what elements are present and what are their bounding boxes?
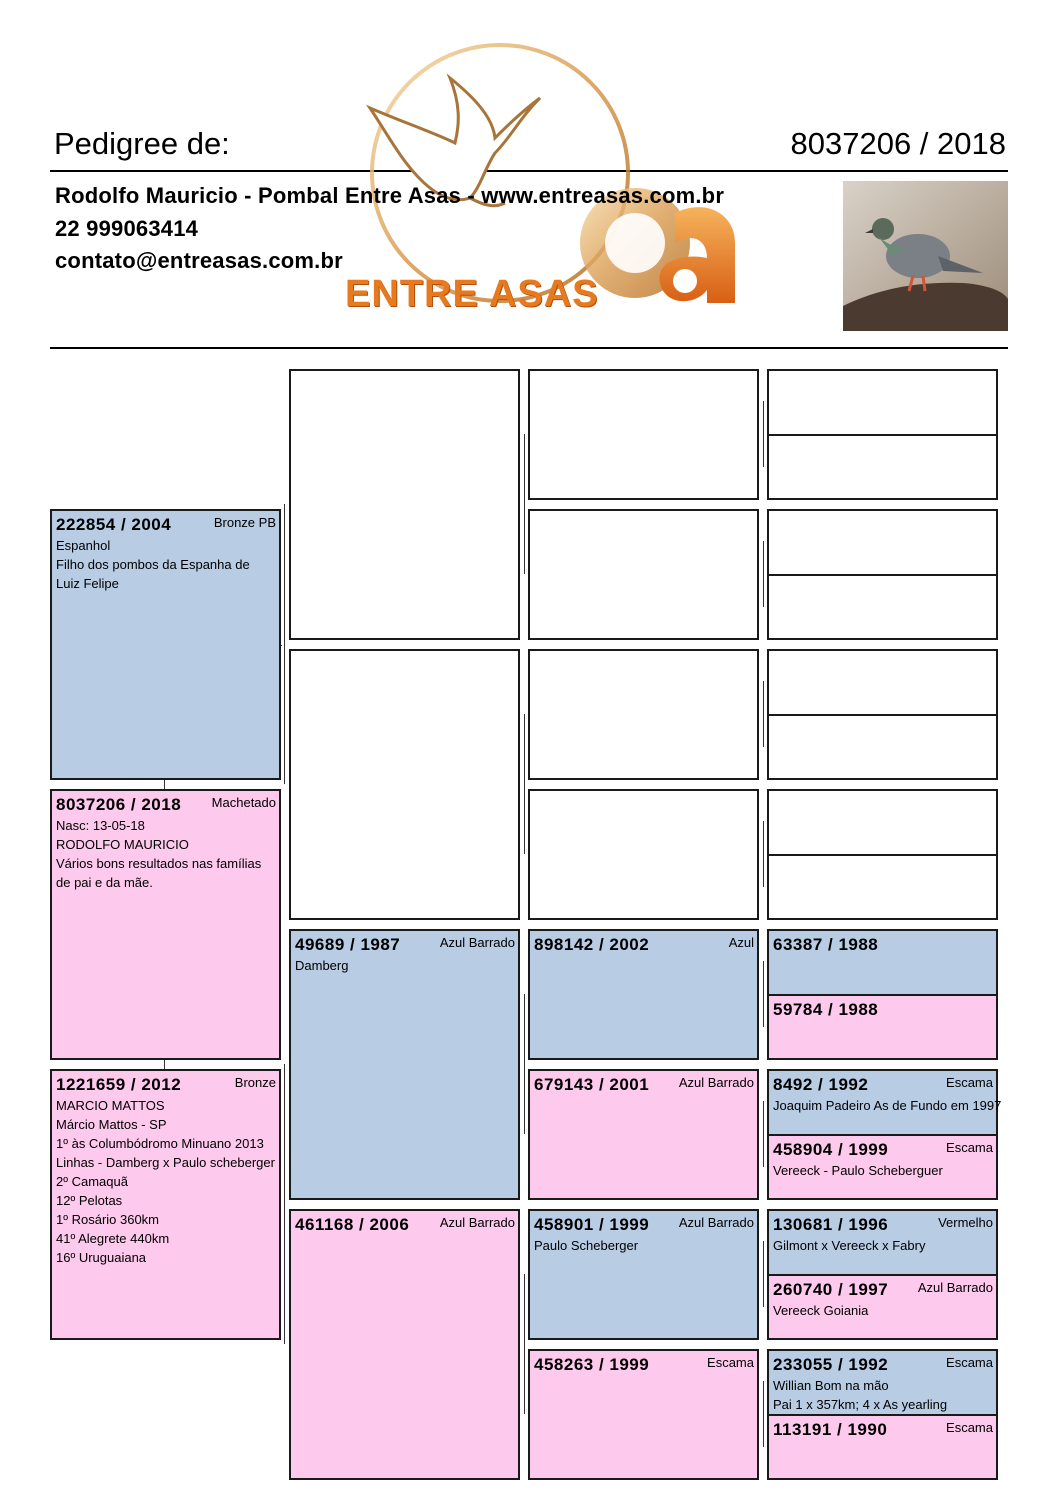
dam-dam-color: Azul Barrado <box>439 1215 515 1230</box>
dam-notes <box>56 1096 275 1267</box>
sire-box <box>50 509 281 780</box>
gen4-color: Escama <box>946 1420 993 1435</box>
sire-dam-box-empty <box>289 649 520 920</box>
owner-email: contato@entreasas.com.br <box>55 248 343 273</box>
connector <box>763 1241 764 1307</box>
dam-note: 1º às Columbódromo Minuano 2013 <box>56 1136 264 1151</box>
gen4-box <box>767 994 998 1060</box>
dam-note: Márcio Mattos - SP <box>56 1117 167 1132</box>
subject-box <box>50 789 281 1060</box>
pedigree-ring-number: 8037206 / 2018 <box>790 126 1006 161</box>
connector <box>763 821 764 887</box>
gen4-ring: 59784 / 1988 <box>773 1000 879 1019</box>
dam-sire-sire-ring: 898142 / 2002 <box>534 935 650 954</box>
gen4-note: Willian Bom na mão <box>773 1378 889 1393</box>
header-bottom-divider <box>50 347 1008 349</box>
gen4-note: Joaquim Padeiro As de Fundo em 1997 <box>773 1098 1002 1113</box>
dam-dam-sire-note: Paulo Scheberger <box>534 1238 639 1253</box>
gen3-box-empty <box>528 789 759 920</box>
dam-sire-color: Azul Barrado <box>439 935 515 950</box>
gen4-box <box>767 1069 1002 1136</box>
dam-dam-dam-color: Escama <box>707 1355 754 1370</box>
gen4-ring: 233055 / 1992 <box>773 1355 889 1374</box>
gen4-box <box>767 1349 998 1416</box>
gen4-color: Escama <box>946 1140 993 1155</box>
connector <box>284 1064 285 1344</box>
connector <box>284 504 285 784</box>
connector <box>524 434 525 574</box>
dam-dam-box <box>289 1209 520 1480</box>
connector <box>524 994 525 1134</box>
gen4-color: Azul Barrado <box>917 1280 993 1295</box>
gen4-ring: 113191 / 1990 <box>773 1420 888 1439</box>
connector <box>763 961 764 1027</box>
subject-note: Nasc: 13-05-18 <box>56 818 145 833</box>
connector <box>524 714 525 854</box>
sire-ring: 222854 / 2004 <box>56 515 172 534</box>
sire-note: Luiz Felipe <box>56 576 119 591</box>
gen4-pair-empty <box>767 789 998 920</box>
entre-asas-logo <box>345 38 745 323</box>
dam-dam-sire-notes <box>534 1236 638 1255</box>
sire-note: Filho dos pombos da Espanha de <box>56 557 250 572</box>
gen4-note: Gilmont x Vereeck x Fabry <box>773 1238 926 1253</box>
gen4-notes <box>773 1236 925 1255</box>
gen4-ring: 130681 / 1996 <box>773 1215 889 1234</box>
gen4-notes <box>773 1301 868 1320</box>
dam-note: 1º Rosário 360km <box>56 1212 160 1227</box>
connector <box>763 1381 764 1447</box>
dam-sire-box <box>289 929 520 1200</box>
dam-sire-notes <box>295 956 348 975</box>
gen4-box <box>767 929 998 996</box>
gen4-note: Vereeck Goiania <box>773 1303 869 1318</box>
dam-sire-sire-color: Azul <box>728 935 754 950</box>
connector <box>524 1274 525 1414</box>
connector <box>164 1060 165 1069</box>
gen4-box <box>767 1274 998 1340</box>
owner-line: Rodolfo Mauricio - Pombal Entre Asas - www.entreasas.com.br <box>55 183 725 208</box>
gen3-box-empty <box>528 649 759 780</box>
dam-color: Bronze <box>234 1075 276 1090</box>
dam-ring: 1221659 / 2012 <box>56 1075 182 1094</box>
dam-sire-note: Damberg <box>295 958 349 973</box>
gen4-ring: 458904 / 1999 <box>773 1140 889 1159</box>
dam-dam-sire-ring: 458901 / 1999 <box>534 1215 650 1234</box>
gen4-pair-empty <box>767 509 998 640</box>
dam-sire-dam-box <box>528 1069 759 1200</box>
gen4-color: Vermelho <box>938 1215 993 1230</box>
gen3-box-empty <box>528 369 759 500</box>
subject-note: RODOLFO MAURICIO <box>56 837 189 852</box>
subject-note: de pai e da mãe. <box>56 875 153 890</box>
dam-note: 41º Alegrete 440km <box>56 1231 170 1246</box>
sire-sire-box-empty <box>289 369 520 640</box>
dam-note: Linhas - Damberg x Paulo scheberger <box>56 1155 275 1170</box>
dam-dam-dam-box <box>528 1349 759 1480</box>
dam-dam-ring: 461168 / 2006 <box>295 1215 410 1234</box>
gen4-notes <box>773 1376 947 1414</box>
gen4-ring: 8492 / 1992 <box>773 1075 869 1094</box>
gen4-note: Vereeck - Paulo Scheberguer <box>773 1163 943 1178</box>
gen4-note: Pai 1 x 357km; 4 x As yearling <box>773 1397 948 1412</box>
gen4-ring: 63387 / 1988 <box>773 935 879 954</box>
gen4-pair-empty <box>767 369 998 500</box>
gen4-color: Escama <box>946 1075 993 1090</box>
gen4-box <box>767 1209 998 1276</box>
subject-color: Machetado <box>211 795 276 810</box>
gen4-notes <box>773 1096 1001 1115</box>
dam-note: 16º Uruguaiana <box>56 1250 147 1265</box>
dam-dam-sire-color: Azul Barrado <box>678 1215 754 1230</box>
gen4-ring: 260740 / 1997 <box>773 1280 889 1299</box>
sire-notes <box>56 536 250 593</box>
sire-color: Bronze PB <box>213 515 276 530</box>
connector <box>281 645 282 646</box>
pigeon-photo <box>843 181 1008 331</box>
dam-sire-dam-color: Azul Barrado <box>678 1075 754 1090</box>
dam-note: 12º Pelotas <box>56 1193 123 1208</box>
subject-ring: 8037206 / 2018 <box>56 795 182 814</box>
sire-note: Espanhol <box>56 538 111 553</box>
dam-dam-sire-box <box>528 1209 759 1340</box>
connector <box>763 1101 764 1167</box>
dam-box <box>50 1069 281 1340</box>
gen4-box <box>767 1414 998 1480</box>
logo-wordmark: ENTRE ASAS <box>345 273 599 315</box>
dam-sire-dam-ring: 679143 / 2001 <box>534 1075 650 1094</box>
subject-notes <box>56 816 261 892</box>
gen4-box <box>767 1134 998 1200</box>
connector <box>763 401 764 467</box>
connector <box>763 541 764 607</box>
gen4-notes <box>773 1161 943 1180</box>
gen3-box-empty <box>528 509 759 640</box>
dam-note: 2º Camaquã <box>56 1174 128 1189</box>
dam-note: MARCIO MATTOS <box>56 1098 165 1113</box>
owner-phone: 22 999063414 <box>55 216 199 241</box>
dam-dam-dam-ring: 458263 / 1999 <box>534 1355 650 1374</box>
subject-note: Vários bons resultados nas famílias <box>56 856 262 871</box>
dam-sire-sire-box <box>528 929 759 1060</box>
connector <box>164 780 165 789</box>
gen4-color: Escama <box>946 1355 993 1370</box>
dam-sire-ring: 49689 / 1987 <box>295 935 401 954</box>
gen4-pair-empty <box>767 649 998 780</box>
pedigree-title-label: Pedigree de: <box>54 126 230 161</box>
connector <box>763 681 764 747</box>
